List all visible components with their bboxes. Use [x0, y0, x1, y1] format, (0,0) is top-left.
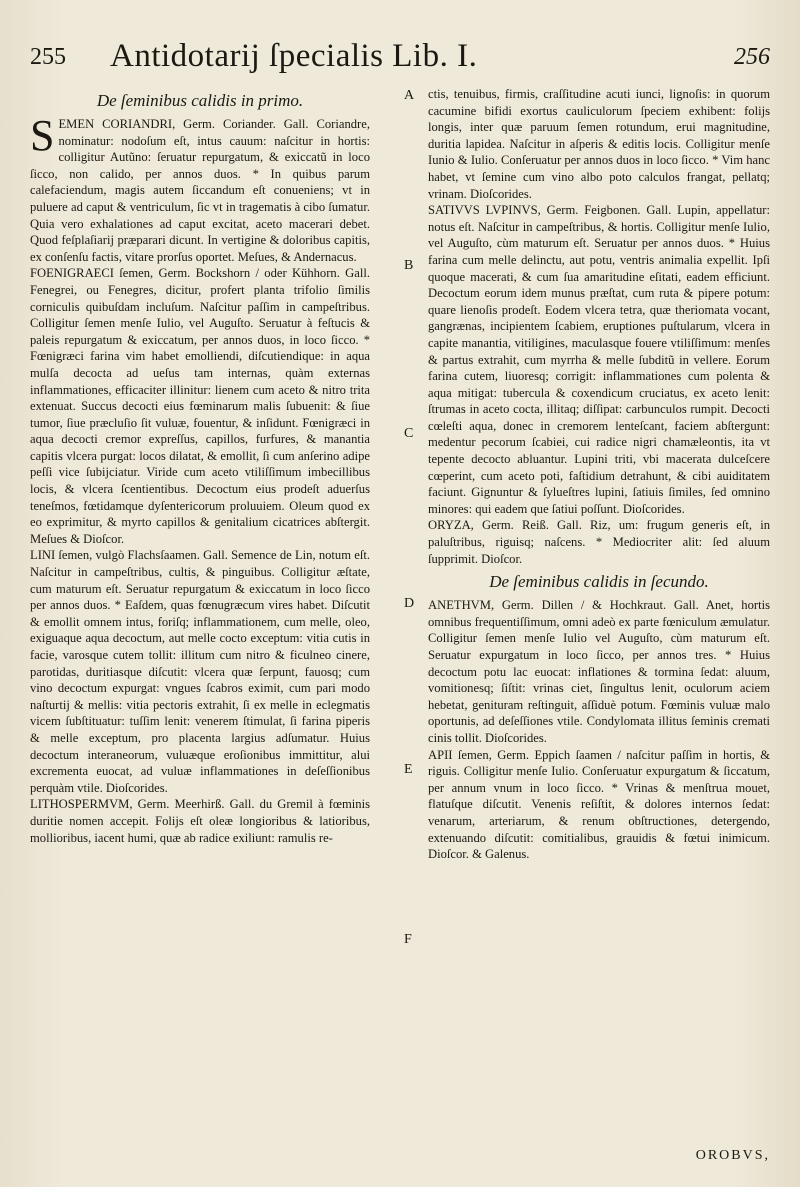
- entry-oryza: ORYZA, Germ. Reiß. Gall. Riz, um: frugum generis eſt, in paluſtribus, riguisq; naſcens. * Mediocriter alit: ſed aluum ſupprimit. Dioſcor.: [428, 518, 770, 566]
- drop-cap: S: [30, 111, 55, 160]
- catchword: OROBVS,: [695, 1148, 770, 1163]
- running-title: Antidotarij ſpecialis Lib. I.: [110, 38, 478, 74]
- margin-letter-d: D: [404, 596, 415, 611]
- entry-anethum: ANETHVM, Germ. Dillen / & Hochkraut. Gall. Anet, hortis omnibus frequentiſſimum, omni adeò ex parte fœniculum æmulatur. Colligitur ſemen menſe Iulio vel Auguſto, cùm maturum eſt. Seruatur expurgatum in loco ſicco, per annos tres. * Huius decoctum potu lac euocat: inflationes & tormina ſedat: aluum, vomitionesq; ſiſtit: vrinas ciet, ſingultus lenit, oculorum aciem hebetat, genituram reſtinguit, aſſiduè potum. Fœminis vuluæ malo oportunis, ad deſeſſiones vtile. Condylomata illitus ſeminis cremati cinis tollit. Dioſcorides.: [428, 598, 770, 745]
- margin-letter-c: C: [404, 426, 414, 441]
- section-heading-second-degree: De ſeminibus calidis in ſecundo.: [489, 572, 709, 592]
- page-header: [30, 38, 770, 80]
- page-number-right: 256: [734, 44, 770, 70]
- entry-lithospermum: LITHOSPERMVM, Germ. Meerhirß. Gall. du Gremil à fœminis duritie nomen accepit. Folijs eſt oleæ longioribus & latioribus, mollioribus, iacent humi, quæ ab radice exiliunt: ramulis re-: [30, 797, 370, 845]
- entry-apium: APII ſemen, Germ. Eppich ſaamen / naſcitur paſſim in hortis, & riguis. Colligitur menſe Iulio. Conſeruatur expurgatum & ſiccatum, per annum vnum in loco ſicco. * Vrinas & menſtrua mouet, flatuſque diſcutit. Venenis reſiſtit, & dolores internos ſedat: venarum, arteriarum, & renum obſtructiones, detergendo, extenuando diſcutit: comitialibus, grauidis & fœtui inimicum. Dioſcor. & Galenus.: [428, 747, 770, 862]
- entry-lupinus: SATIVVS LVPINVS, Germ. Feigbonen. Gall. Lupin, appellatur: notus eſt. Naſcitur in campeſtribus, & hortis. Colligitur menſe Iulio, vel Auguſto, cùm maturum eſt. Seruatur per annos duos. * Huius farina cum melle delinctu, aut potu, ventris animalia expellit. Ipſi quoque macerati, & cum ſua amaritudine eſitati, eadem efficiunt. Decoctum eorum idem munus præſtat, cum ruta & pipere potum: quare lienoſis prodeſt. Eodem vlcera tetra, quæ theriomata vocant, gangrænas, incipientem ſcabiem, eruptiones puſtularum, vlcera in capite manantia, vitiligines, maculasque fouere vtiliſſimum: menſes & partus extrahit, cum myrrha & melle ſubditũ in vellere. Eorum farina cutem, liuoresq; corrigit: inflammationes cum polenta & aqua mitigat: tubercula & coxendicum cruciatus, ex aceto lenit: ſtrumas in aceto cocta, illitaq; diſſipat: carbunculos rumpit. Decocti cœleſti aqua, donec in cremorem lenteſcant, faciem abſtergunt: medentur pecorum ſcabiei, cui radice nigri chamæleontis, ita vt tepente decocto abluantur. Lupini triti, vbi macerata dulceſcere cœperint, cum aceto poti, faſtidium detrahunt, & cibi auiditatem faciunt. Gignuntur & ſylueſtres lupini, ſatiuis ſimiles, ſed omnino minores: qui eadem que ſatiui poſſunt. Dioſcorides.: [428, 203, 770, 516]
- section-heading-first-degree: De ſeminibus calidis in primo.: [96, 91, 304, 110]
- entry-linum: LINI ſemen, vulgò Flachsſaamen. Gall. Semence de Lin, notum eſt. Naſcitur in campeſtribus, cultis, & pinguibus. Colligitur æſtate, cum maturum eſt. Seruatur repurgatum & exiccatum in loco ſicco per annos duos. * Eaſdem, quas fœnugræcum vires habet. Diſcutit & emollit omnem intus, foriſq; inflammationem, cum melle, oleo, exiguaque aqua decoctum, aut melle cocto exceptum: vitia cutis in facie, varosque cutem tollit: illitum cum nitro & ficulneo cinere, parotidas, duritiasque diſcutit: vlcera quæ ſerpunt, fauosq; cum vino decoctum expurgat: vngues ſcabros eximit, cum pari modo naſturtij & mellis: vitia pectoris extrahit, ſi ex melle in eclegmatis vicem ſubſtituatur: tuſſim lenit: venerem ſtimulat, ſi farina piperis & melle exceptum, pro placenta largius adſumatur. Huius decoctum interaneorum, vuluæque eroſionibus immittitur, alui excrementa euocat, ad vuluæ inflammationes in deſeſſionibus perquàm vtile. Dioſcorides.: [30, 548, 370, 795]
- margin-letter-a: A: [404, 88, 415, 103]
- margin-letter-e: E: [404, 762, 413, 777]
- margin-letter-f: F: [404, 932, 412, 947]
- entry-lithospermum-cont: ctis, tenuibus, firmis, craſſitudine acuti iunci, lignoſis: in quorum cacumine bifidi exortus cauliculorum ſpeciem exhibent: folijs longis, inter quæ paruum ſemen rotundum, erui magnitudine, duritia lapidea. Naſcitur in aſperis & editis locis. Colligitur menſe Iunio & Iulio. Conſeruatur per annos duos in loco ſicco. * Vim hanc habet, vt ſemine cum vino albo poto calculos frangat, pellatq; vrinam. Dioſcorides.: [428, 87, 770, 201]
- entry-foenigraecum: FOENIGRAECI ſemen, Germ. Bockshorn / oder Kühhorn. Gall. Fenegrei, ou Fenegres, dicitur, profert planta trifolio ſimilis corniculis quibuſdam incluſum. Naſcitur paſſim in campeſtribus. Colligitur ſemen menſe Iulio, vel Auguſto. Seruatur à feſtucis & paleis repurgatum & exiccatum, per annos duos, in loco ſicco. * Fœnigræci farina vim habet emolliendi, diſcutiendique: in aqua mulſa decocta ad ueſus tam internas, quàm externas inflammationes, efficaciter illinitur: lienem cum aceto & nitro trita extenuat. Succus decocti eius fœminarum malis ſubuenit: & ſiue tumor, ſiue præcluſio ſit vuluæ, fouentur, & inſidunt. Fœnigræci in aqua decocti cremor expreſſus, capillos, furfures, & manantia capitis vlcera purgat: locos dilatat, & emollit, ſi cum anſerino adipe peſſi vice ſubijciatur. Viride cum aceto vtiliſſimum imbecillibus locis, & vlcera ſcentientibus. Decoctum eius prodeſt aduerſus teneſmos, fœtidamque dyſentericorum proluuiem. Oleum quod ex eo exprimitur, & myrto capillos & genitalium cicatrices abſtergit. Meſues & Dioſcor.: [30, 266, 370, 546]
- left-column: [30, 86, 370, 846]
- page-number-left: 255: [30, 44, 66, 70]
- entry-coriandrum: EMEN CORIANDRI, Germ. Coriander. Gall. Coriandre, nominatur: nodoſum eſt, intus cauum: naſcitur in hortis: colligitur Autũno: ſeruatur repurgatum, & exiccatũ in loco ſicco, non calido, per annos duos. * In quibus parum calefaciendum, magis autem ſiccandum eſt conueniens; vt in puluere ad caput & ventriculum, ſic vt in tragematis à cibo ſumatur. Quia vero exhalationes ad caput excitat, aceto macerari debet. Quod feſplaſiarij præparari dicunt. In vertigine & doloribus capitis, ex conſenſu factis, vitare prorſus oportet. Meſues, & Andernacus.: [30, 117, 370, 264]
- margin-letter-b: B: [404, 258, 414, 273]
- right-column: [428, 86, 770, 863]
